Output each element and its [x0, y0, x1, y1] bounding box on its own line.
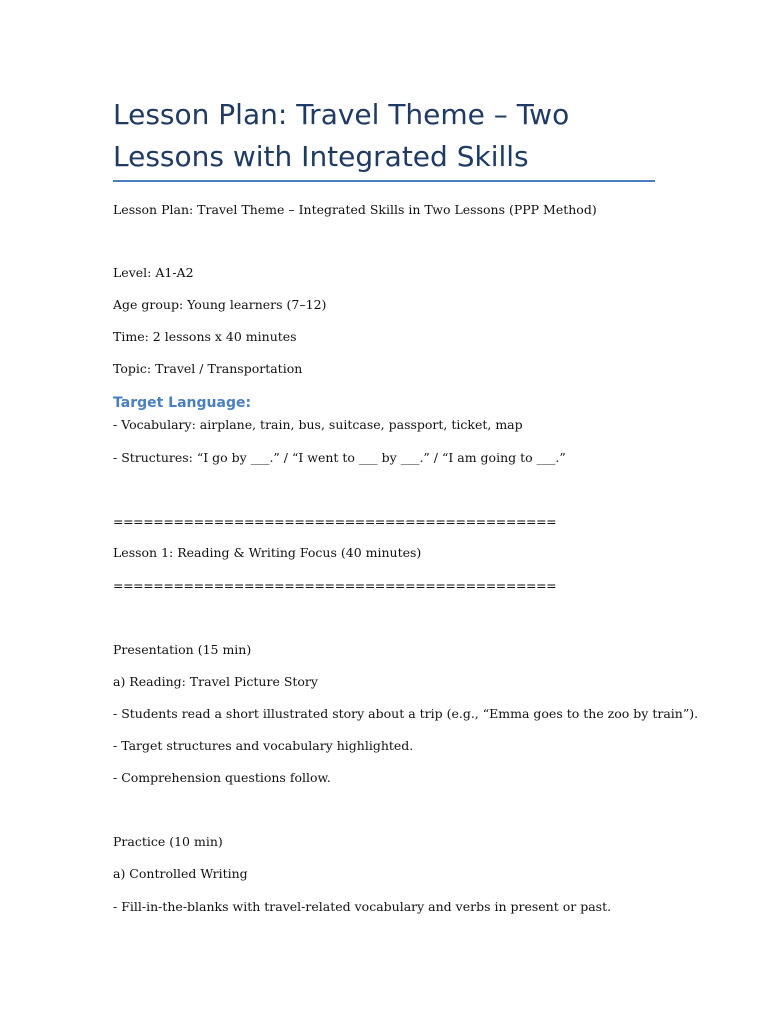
age-group-line: Age group: Young learners (7–12) [113, 297, 327, 312]
practice-heading: Practice (10 min) [113, 834, 223, 849]
title-underline [113, 180, 655, 182]
presentation-item: - Comprehension questions follow. [113, 770, 331, 785]
intro-line: Lesson Plan: Travel Theme – Integrated Skills in Two Lessons (PPP Method) [113, 202, 597, 217]
target-language-heading: Target Language: [113, 395, 252, 411]
level-line: Level: A1-A2 [113, 265, 194, 280]
presentation-item: - Target structures and vocabulary highlighted. [113, 738, 414, 753]
topic-line: Topic: Travel / Transportation [113, 361, 303, 376]
practice-item: - Fill-in-the-blanks with travel-related vocabulary and verbs in present or past. [113, 899, 612, 914]
separator-top: ============================================ [113, 514, 557, 529]
presentation-item: - Students read a short illustrated story about a trip (e.g., “Emma goes to the zoo by train”). [113, 706, 699, 721]
presentation-activity: a) Reading: Travel Picture Story [113, 674, 318, 689]
structures-line: - Structures: “I go by ___.” / “I went to ___ by ___.” / “I am going to ___.” [113, 450, 566, 465]
presentation-heading: Presentation (15 min) [113, 642, 252, 657]
separator-bottom: ============================================ [113, 578, 557, 593]
time-line: Time: 2 lessons x 40 minutes [113, 329, 297, 344]
document-title: Lesson Plan: Travel Theme – Two Lessons with Integrated Skills [113, 98, 570, 173]
lesson1-title: Lesson 1: Reading & Writing Focus (40 minutes) [113, 545, 422, 560]
vocabulary-line: - Vocabulary: airplane, train, bus, suitcase, passport, ticket, map [113, 417, 523, 432]
practice-activity: a) Controlled Writing [113, 866, 248, 881]
